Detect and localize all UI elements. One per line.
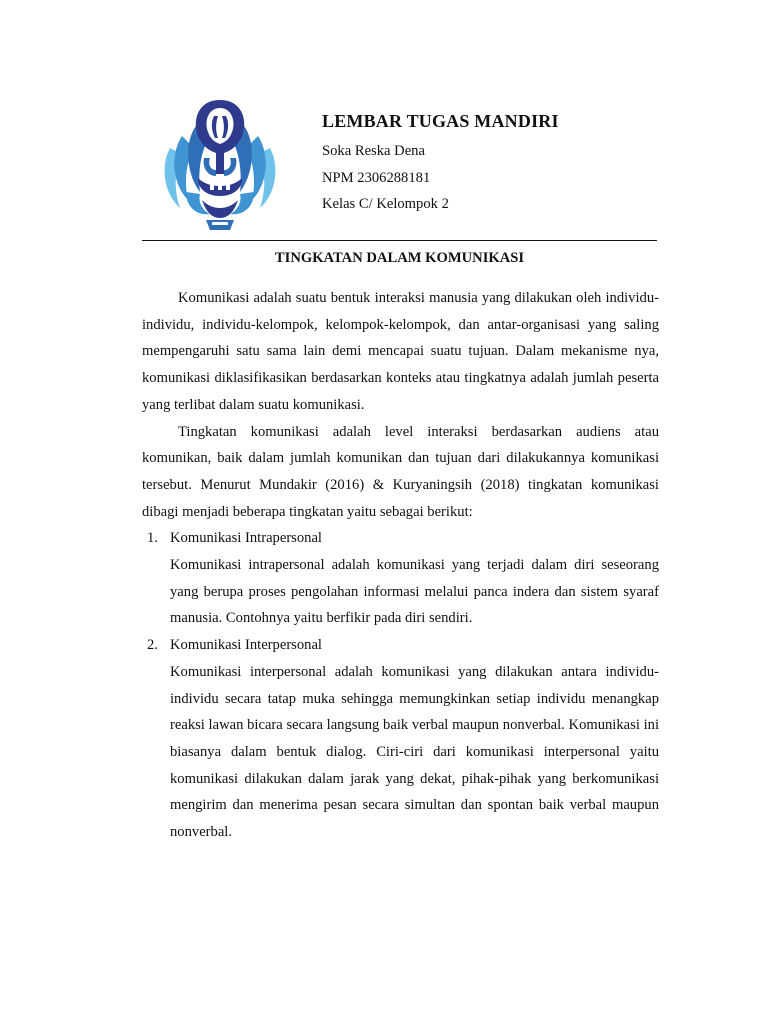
student-name: Soka Reska Dena: [322, 143, 425, 159]
list-description: Komunikasi intrapersonal adalah komunikasi yang terjadi dalam diri seseorang yang berupa proses pengolahan informasi melalui panca indera dan sistem syaraf manusia. Contohnya yaitu berfikir pada diri sendiri.: [170, 557, 659, 627]
list-heading: Komunikasi Intrapersonal: [170, 530, 322, 547]
class-group: Kelas C/ Kelompok 2: [322, 196, 449, 212]
document-title: LEMBAR TUGAS MANDIRI: [322, 111, 559, 131]
header-divider: [142, 240, 657, 241]
list-item: [142, 525, 659, 632]
list-heading: Komunikasi Interpersonal: [170, 637, 322, 654]
university-emblem-icon: [158, 96, 282, 232]
list-item: [142, 632, 659, 846]
document-body: [142, 285, 659, 846]
tingkatan-list: [142, 525, 659, 845]
list-number: 2.: [147, 637, 158, 654]
paragraph: Komunikasi adalah suatu bentuk interaksi manusia yang dilakukan oleh individu-individu, individu-kelompok, kelompok-kelompok, dan antar-organisasi yang saling mempengaruhi satu sama lain demi mencapai suatu tujuan. Dalam mekanisme nya, komunikasi diklasifikasikan berdasarkan konteks atau tingkatnya adalah jumlah peserta yang terlibat dalam suatu komunikasi.: [142, 290, 659, 413]
paragraph: Tingkatan komunikasi adalah level interaksi berdasarkan audiens atau komunikan, baik dalam jumlah komunikan dan tujuan dari dilakukannya komunikasi tersebut. Menurut Mundakir (2016) & Kuryaningsih (2018) tingkatan komunikasi dibagi menjadi beberapa tingkatan yaitu sebagai berikut:: [142, 423, 659, 520]
section-title: TINGKATAN DALAM KOMUNIKASI: [274, 250, 525, 266]
header-block: [322, 108, 559, 218]
list-number: 1.: [147, 530, 158, 547]
list-description: Komunikasi interpersonal adalah komunikasi yang dilakukan antara individu-individu secara tatap muka sehingga memungkinkan setiap individu menangkap reaksi lawan bicara secara langsung baik verbal maupun nonverbal. Komunikasi ini biasanya dalam bentuk dialog. Ciri-ciri dari komunikasi interpersonal yaitu komunikasi dilakukan dalam jarak yang dekat, pihak-pihak yang berkomunikasi mengirim dan menerima pesan secara simultan dan spontan baik verbal maupun nonverbal.: [170, 663, 659, 841]
student-npm: NPM 2306288181: [322, 169, 431, 186]
